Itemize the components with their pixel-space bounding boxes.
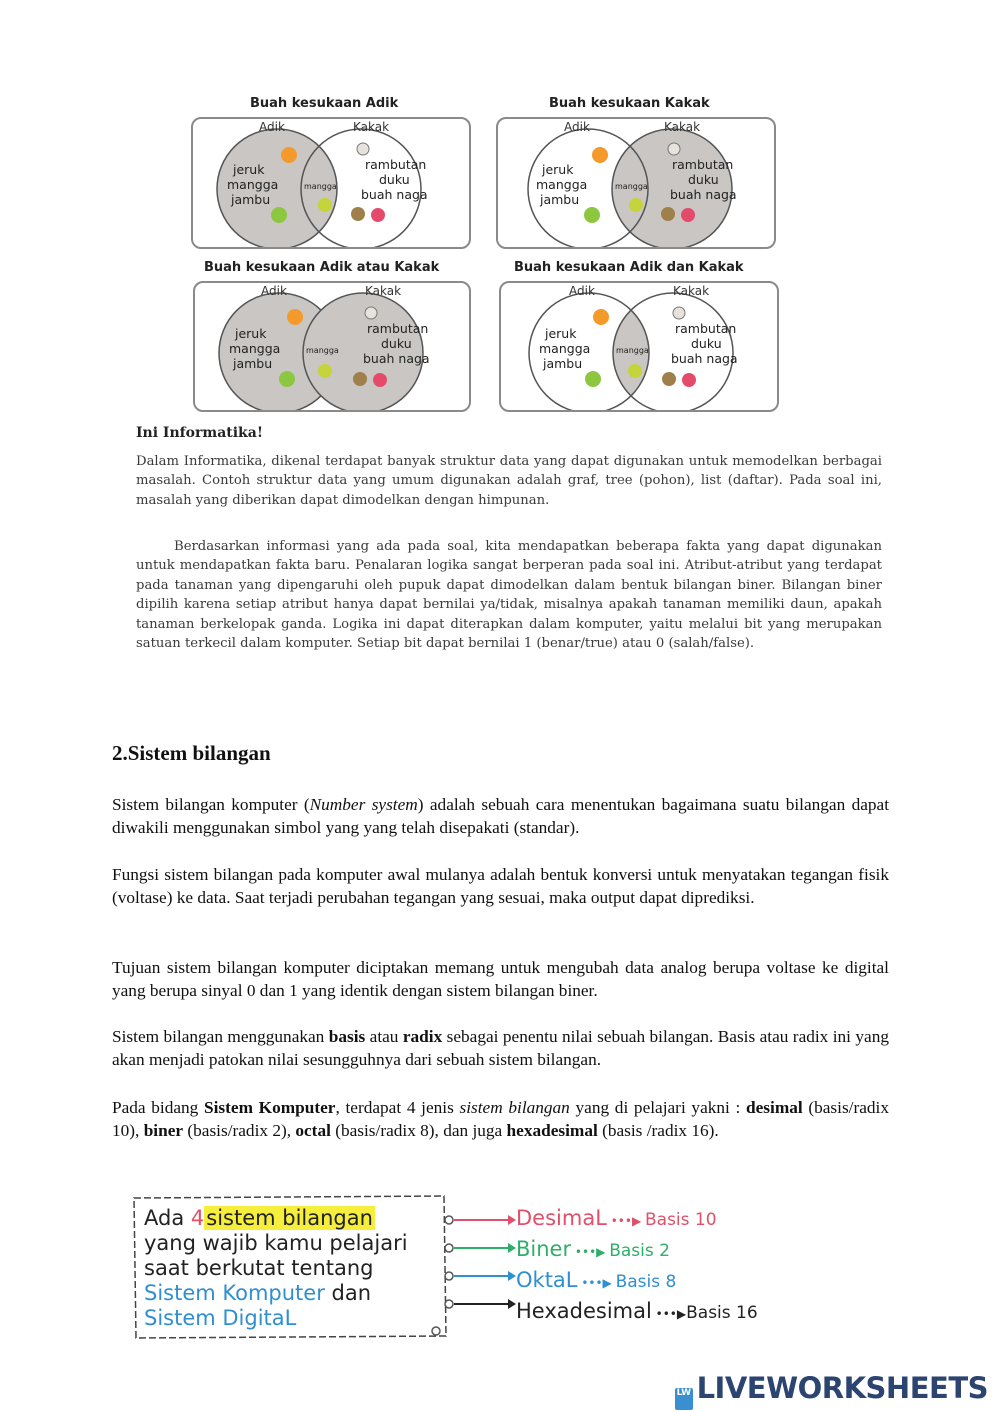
note-item-biner [516,1235,816,1266]
guava-icon [271,207,287,223]
note-text [144,1206,408,1331]
text-run: sebagai penentu nilai sebuah bilangan. Basis atau radix ini yang akan menjadi patokan nilai sesungguhnya dari sebuah sistem bilangan. [112,1027,889,1069]
guava-icon [279,371,295,387]
ring-icon [445,1244,453,1252]
text-run: (basis/radix 10), [112,1098,889,1140]
dots-arrow-icon: •••▶ [651,1307,687,1321]
fruit-rambutan: rambutan [675,321,737,336]
set-label-a: Adik [259,120,285,134]
item-name: Biner [516,1237,572,1261]
note-list [516,1204,816,1328]
note-number: 4 [190,1206,205,1230]
text-run: , terdapat 4 jenis [335,1098,460,1117]
set-label-b: Kakak [673,284,710,298]
item-basis: Basis 10 [644,1210,717,1230]
bold-term: radix [402,1027,443,1046]
fruit-middle: mangga [615,182,648,191]
fruit-jambu: jambu [540,192,580,207]
liveworksheets-logo[interactable] [675,1371,988,1410]
venn-title-kakak: Buah kesukaan Kakak [549,96,710,111]
paragraph-function: Fungsi sistem bilangan pada komputer awal mulanya adalah bentuk konversi untuk menyatakan tegangan fisik (voltase) ke data. Saat terjadi perubahan tegangan yang sesuai, maka output dapat diprediksi. [112,865,889,907]
handwritten-note [128,1186,818,1350]
fruit-buah-naga: buah naga [363,351,430,366]
orange-icon [287,309,303,325]
note-item-desimal [516,1204,816,1235]
set-label-b: Kakak [664,120,701,134]
venn-diagram-intersection [501,283,777,410]
text-run: yang di pelajari yakni : [569,1098,747,1117]
orange-icon [592,147,608,163]
dots-arrow-icon: •••▶ [606,1214,645,1228]
note-line-2: yang wajib kamu pelajari [144,1231,408,1255]
fruit-rambutan: rambutan [367,321,429,336]
bold-term: hexadesimal [506,1121,598,1140]
item-name: DesimaL [516,1206,607,1230]
venn-title-atau: Buah kesukaan Adik atau Kakak [204,260,440,275]
fruit-rambutan: rambutan [365,157,427,172]
fruit-jambu: jambu [233,356,273,371]
item-basis: Basis 2 [609,1241,670,1261]
text-run: Sistem bilangan komputer ( [112,795,310,814]
fruit-jeruk: jeruk [235,326,267,341]
logo-text: LIVEWORKSHEETS [696,1371,988,1405]
italic-term: Number system [309,795,418,814]
logo-badge-icon: LW [675,1388,693,1410]
fruit-middle: mangga [304,182,337,191]
text-run: Sistem bilangan menggunakan [112,1027,329,1046]
paragraph-basis [112,1025,889,1071]
mango-icon [318,364,332,378]
orange-icon [281,147,297,163]
fruit-duku: duku [688,172,719,187]
note-item-hexadesimal [516,1297,816,1328]
dragonfruit-icon [681,208,695,222]
fruit-duku: duku [691,336,722,351]
venn-diagram-kakak [498,119,774,247]
venn-diagram-adik [193,119,469,247]
item-name: Hexadesimal [516,1299,652,1323]
text-run: (basis/radix 2), [183,1121,296,1140]
fruit-middle: mangga [306,346,339,355]
fruit-mangga: mangga [539,341,591,356]
item-name: OktaL [516,1268,578,1292]
duku-icon [662,372,676,386]
fruit-buah-naga: buah naga [670,187,737,202]
fruit-jambu: jambu [543,356,583,371]
dots-arrow-icon: •••▶ [571,1245,610,1259]
bold-term: desimal [746,1098,803,1117]
book-heading: Ini Informatika! [136,425,263,441]
dragonfruit-icon [682,373,696,387]
venn-panel-adik [191,117,471,249]
arrowhead-icon [508,1299,516,1309]
fruit-buah-naga: buah naga [671,351,738,366]
venn-title-adik: Buah kesukaan Adik [250,96,399,111]
bold-term: octal [295,1121,331,1140]
note-highlight: sistem bilangan [206,1206,373,1230]
dots-arrow-icon: •••▶ [577,1276,616,1290]
paragraph-purpose: Tujuan sistem bilangan komputer diciptakan memang untuk mengubah data analog berupa voltase ke digital yang berupa sinyal 0 dan 1 yang identik dengan sistem bilangan biner. [112,958,889,1000]
item-basis: Basis 16 [686,1303,758,1323]
arrowhead-icon [508,1243,516,1253]
fruit-jambu: jambu [231,192,271,207]
duku-icon [661,207,675,221]
guava-icon [585,371,601,387]
orange-icon [593,309,609,325]
text-run: (basis /radix 16). [597,1121,719,1140]
text-run: atau [365,1027,403,1046]
dragonfruit-icon [371,208,385,222]
duku-icon [353,372,367,386]
note-line-5: Sistem DigitaL [144,1306,297,1330]
fruit-jeruk: jeruk [542,162,574,177]
fruit-mangga: mangga [227,177,279,192]
note-line-3: saat berkutat tentang [144,1256,374,1280]
bold-term: Sistem Komputer [204,1098,336,1117]
fruit-mangga: mangga [229,341,281,356]
book-paragraph-1: Dalam Informatika, dikenal terdapat banyak struktur data yang dapat digunakan untuk memodelkan berbagai masalah. Contoh struktur data yang umum digunakan adalah graf, tree (pohon), list (daftar). Pada soal ini, masalah yang diberikan dapat dimodelkan dengan himpunan. [136,454,882,508]
mango-icon [628,364,642,378]
text-run: Pada bidang [112,1098,205,1117]
set-label-a: Adik [564,120,590,134]
note-item-oktal [516,1266,816,1297]
paragraph-types [112,1096,889,1142]
fruit-buah-naga: buah naga [361,187,428,202]
venn-panel-atau [193,281,471,412]
fruit-duku: duku [381,336,412,351]
text-run: (basis/radix 8), dan juga [330,1121,507,1140]
set-label-a: Adik [569,284,595,298]
italic-term: sistem bilangan [459,1098,570,1117]
rambutan-icon [668,143,680,155]
fruit-jeruk: jeruk [545,326,577,341]
fruit-jeruk: jeruk [233,162,265,177]
rambutan-icon [365,307,377,319]
item-basis: Basis 8 [615,1272,677,1292]
fruit-rambutan: rambutan [672,157,734,172]
fruit-mangga: mangga [536,177,588,192]
ring-icon [445,1300,453,1308]
rambutan-icon [673,307,685,319]
note-blue-term: Sistem Komputer [144,1281,325,1305]
bold-term: basis [328,1027,366,1046]
paragraph-definition [112,793,889,839]
dragonfruit-icon [373,373,387,387]
set-label-b: Kakak [353,120,390,134]
note-text-run: Ada [144,1206,191,1230]
note-text-run: dan [324,1281,372,1305]
mango-icon [318,198,332,212]
venn-panel-kakak [496,117,776,249]
fruit-duku: duku [379,172,410,187]
duku-icon [351,207,365,221]
set-label-b: Kakak [365,284,402,298]
note-line-1 [144,1206,408,1231]
ring-icon [445,1216,453,1224]
guava-icon [584,207,600,223]
book-paragraph-2: Berdasarkan informasi yang ada pada soal, kita mendapatkan beberapa fakta yang dapat digunakan untuk mendapatkan fakta baru. Penalaran logika sangat berperan pada soal ini. Atribut-atribut yang terdapat pada tanaman yang dipengaruhi oleh pupuk dapat dimodelkan dalam bentuk bilangan biner. Bilangan biner dipilih karena setiap atribut hanya dapat bernilai ya/tidak, misalnya apakah tanaman memiliki daun, apakah tanaman berkelopak ganda. Logika ini dapat diterapkan dalam komputer, yaitu melalui bit yang merupakan satuan terkecil dalam komputer. Setiap bit dapat bernilai 1 (benar/true) atau 0 (salah/false). [136,539,882,652]
note-line-4 [144,1281,408,1306]
venn-diagram-union [195,283,469,410]
fruit-middle: mangga [616,346,649,355]
arrowhead-icon [508,1271,516,1281]
section-title: 2.Sistem bilangan [112,741,271,765]
arrowhead-icon [508,1215,516,1225]
rambutan-icon [357,143,369,155]
mango-icon [629,198,643,212]
ring-icon [445,1272,453,1280]
text-run: ) adalah sebuah cara menentukan bagaimana suatu bilangan dapat diwakili menggunakan simbol yang yang telah disepakati (standar). [112,795,889,837]
bold-term: biner [143,1121,184,1140]
set-label-a: Adik [261,284,287,298]
venn-title-dan: Buah kesukaan Adik dan Kakak [514,260,744,275]
venn-panel-dan [499,281,779,412]
